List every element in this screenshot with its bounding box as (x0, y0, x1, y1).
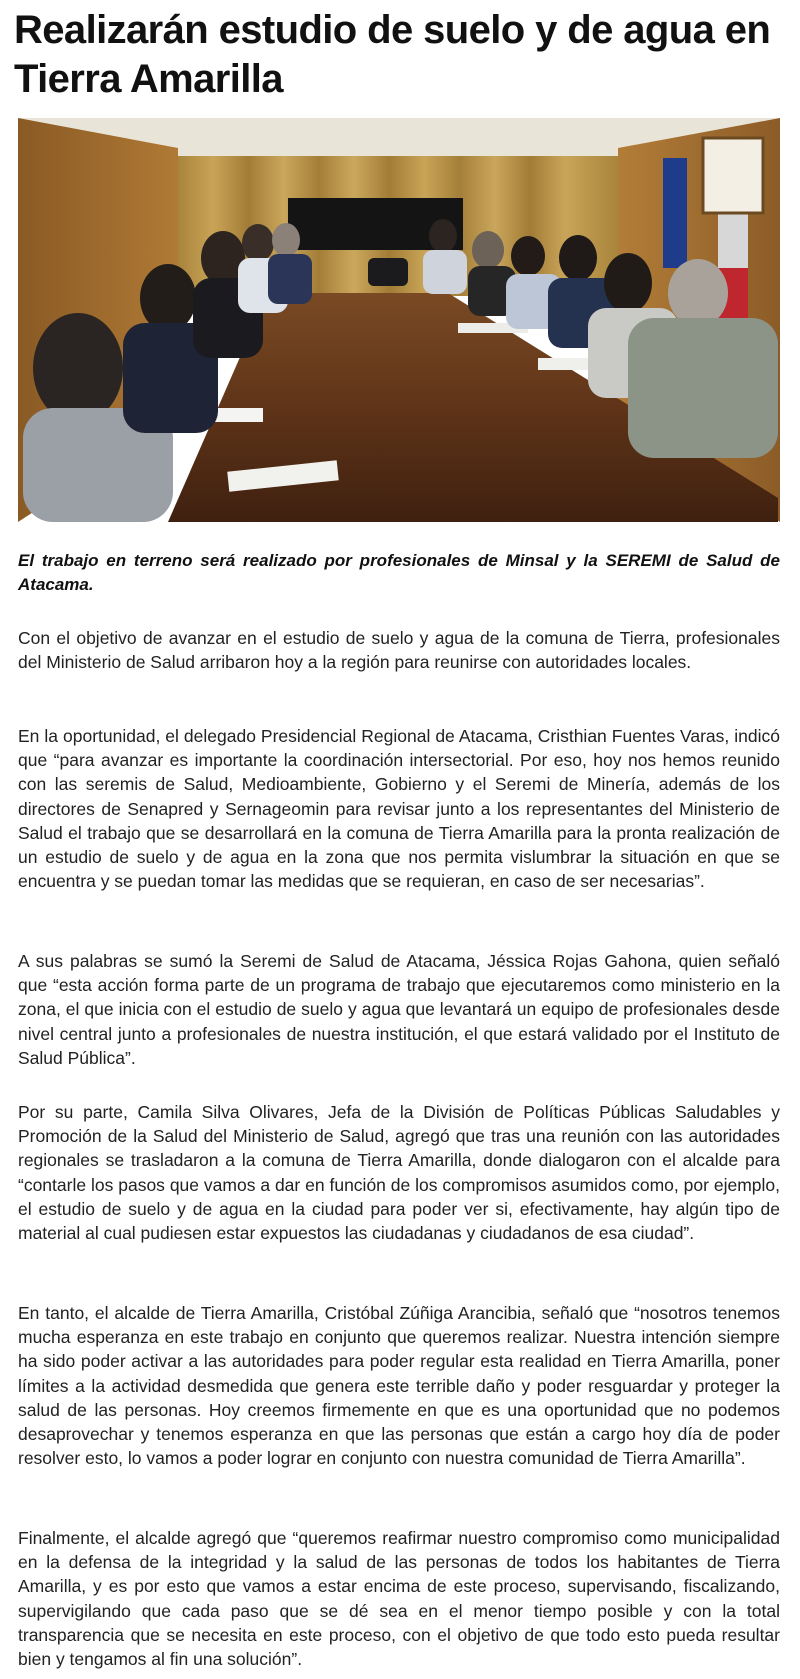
article-paragraph: En la oportunidad, el delegado Presidencial Regional de Atacama, Cristhian Fuentes Varas, indicó que “para avanzar es importante la coordinación intersectorial. Por eso, hoy nos hemos reunido con las seremis de Salud, Medioambiente, Gobierno y el Seremi de Minería, además de los directores de Senapred y Sernageomin para revisar junto a los representantes del Ministerio de Salud el trabajo que se desarrollará en la comuna de Tierra Amarilla para la pronta realización de un estudio de suelo y de agua en la zona que nos permita vislumbrar la situación en que se encuentra y se puedan tomar las medidas que se requieran, en caso de ser necesarias”. (18, 726, 780, 892)
article-paragraph: A sus palabras se sumó la Seremi de Salud de Atacama, Jéssica Rojas Gahona, quien señaló que “esta acción forma parte de un programa de trabajo que ejecutaremos como ministerio en la zona, el que inicia con el estudio de suelo y agua que levantará un equipo de profesionales desde nivel central junto a profesionales de nuestra institución, el que estará validado por el Instituto de Salud Pública”. (18, 951, 780, 1068)
article-lead: El trabajo en terreno será realizado por profesionales de Minsal y la SEREMI de Salud de Atacama. (18, 551, 780, 594)
article-title: Realizarán estudio de suelo y de agua en Tierra Amarilla (14, 8, 771, 101)
article-paragraph: En tanto, el alcalde de Tierra Amarilla, Cristóbal Zúñiga Arancibia, señaló que “nosotros tenemos mucha esperanza en este trabajo en conjunto que queremos realizar. Nuestra intención siempre ha sido poder activar a las autoridades para poder regular esta realidad en Tierra Amarilla, poner límites a la actividad desmedida que genera este terrible daño y poder resguardar y proteger la salud de las personas. Hoy creemos firmemente en que es una oportunidad que no podemos desaprovechar y tenemos esperanza en que las personas que están a cargo hoy día de poder resolver esto, lo vamos a poder lograr en conjunto con nuestra comunidad de Tierra Amarilla”. (18, 1303, 780, 1469)
article-paragraph: Con el objetivo de avanzar en el estudio de suelo y agua de la comuna de Tierra, profesionales del Ministerio de Salud arribaron hoy a la región para reunirse con autoridades locales. (18, 628, 780, 673)
article-paragraph: Por su parte, Camila Silva Olivares, Jefa de la División de Políticas Públicas Saludables y Promoción de la Salud del Ministerio de Salud, agregó que tras una reunión con las autoridades regionales se trasladaron a la comuna de Tierra Amarilla, donde dialogaron con el alcalde para “contarle los pasos que vamos a dar en función de los compromisos asumidos como, por ejemplo, el estudio de suelo y de agua en la ciudad para poder ver si, efectivamente, hay algún tipo de material al cual pudiesen estar expuestos las ciudadanas y ciudadanos de esa ciudad”. (18, 1102, 780, 1244)
meeting-photo (18, 118, 780, 522)
article-paragraph: Finalmente, el alcalde agregó que “queremos reafirmar nuestro compromiso como municipalidad en la defensa de la integridad y la salud de las personas de todos los habitantes de Tierra Amarilla, y es por esto que vamos a estar encima de este proceso, supervisando, fiscalizando, supervigilando que cada paso que se dé sea en el menor tiempo posible y con la total transparencia que se necesita en este proceso, con el objetivo de que todo esto pueda resultar bien y tengamos al fin una solución”. (18, 1528, 780, 1670)
